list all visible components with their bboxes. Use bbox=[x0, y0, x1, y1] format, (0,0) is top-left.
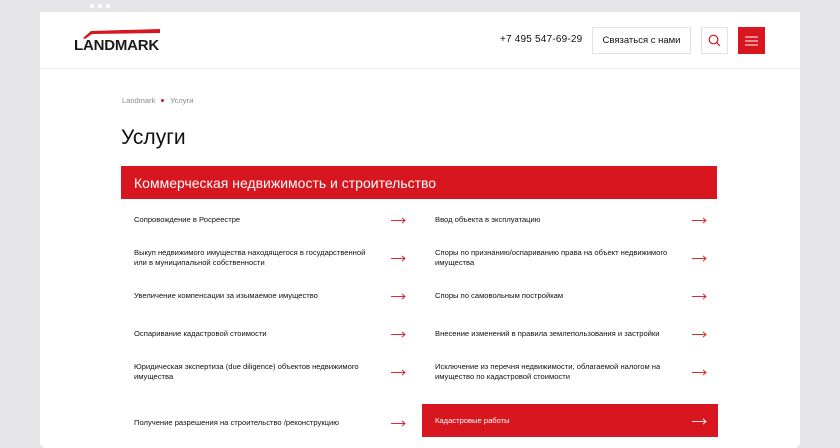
service-label: Кадастровые работы bbox=[435, 415, 510, 425]
page-title: Услуги bbox=[121, 126, 186, 149]
service-item[interactable] bbox=[121, 239, 417, 277]
breadcrumb bbox=[122, 96, 193, 105]
service-item[interactable] bbox=[422, 277, 718, 315]
service-label: Исключение из перечня недвижимости, облагаемой налогом на имущество по кадастровой стоимости bbox=[435, 362, 661, 381]
site-logo[interactable] bbox=[74, 28, 164, 54]
search-icon bbox=[708, 34, 721, 47]
service-item[interactable] bbox=[121, 277, 417, 315]
phone-number[interactable]: +7 495 547-69-29 bbox=[500, 34, 583, 45]
service-label: Увеличение компенсации за изымаемое имущество bbox=[134, 291, 318, 300]
breadcrumb-separator bbox=[161, 99, 164, 102]
browser-bar bbox=[40, 0, 800, 12]
arrow-right-icon bbox=[692, 217, 707, 224]
arrow-right-icon bbox=[391, 369, 406, 376]
service-item[interactable] bbox=[422, 239, 718, 277]
menu-icon bbox=[745, 36, 758, 46]
service-label: Выкуп недвижимого имущества находящегося в государственной или в муниципальной собственности bbox=[134, 248, 366, 267]
arrow-right-icon bbox=[391, 217, 406, 224]
service-label: Внесение изменений в правила землепользования и застройки bbox=[435, 329, 660, 338]
arrow-right-icon bbox=[692, 331, 707, 338]
service-label: Сопровождение в Росреестре bbox=[134, 215, 241, 224]
service-label: Ввод объекта в эксплуатацию bbox=[435, 215, 541, 224]
service-item-active[interactable] bbox=[422, 404, 718, 437]
arrow-right-icon bbox=[391, 293, 406, 300]
window-dots bbox=[90, 4, 110, 8]
service-label: Споры по признанию/оспариванию права на объект недвижимого имущества bbox=[435, 248, 668, 267]
service-item[interactable] bbox=[422, 353, 718, 391]
arrow-right-icon bbox=[391, 331, 406, 338]
arrow-right-icon bbox=[391, 255, 406, 262]
service-label: Юридическая экспертиза (due diligence) объектов недвижимого имущества bbox=[134, 362, 359, 381]
arrow-right-icon bbox=[692, 293, 707, 300]
menu-button[interactable] bbox=[738, 27, 765, 54]
service-item[interactable] bbox=[422, 201, 718, 239]
service-item[interactable] bbox=[121, 315, 417, 353]
service-label: Оспаривание кадастровой стоимости bbox=[134, 329, 267, 338]
arrow-right-icon bbox=[391, 420, 406, 427]
site-header bbox=[40, 12, 800, 69]
logo-text: LANDMARK bbox=[74, 37, 160, 54]
service-label: Споры по самовольным постройкам bbox=[435, 291, 564, 300]
arrow-right-icon bbox=[692, 418, 707, 425]
breadcrumb-home[interactable]: Landmark bbox=[122, 96, 156, 105]
service-item[interactable] bbox=[422, 315, 718, 353]
arrow-right-icon bbox=[692, 369, 707, 376]
contact-button[interactable]: Связаться с нами bbox=[592, 27, 691, 54]
section-header[interactable]: Коммерческая недвижимость и строительство bbox=[121, 166, 717, 199]
service-item[interactable] bbox=[121, 353, 417, 391]
arrow-right-icon bbox=[692, 255, 707, 262]
search-button[interactable] bbox=[701, 27, 728, 54]
service-label: Получение разрешения на строительство /реконструкцию bbox=[134, 418, 339, 427]
breadcrumb-current: Услуги bbox=[170, 96, 194, 105]
service-item[interactable] bbox=[121, 201, 417, 239]
service-item[interactable] bbox=[121, 404, 417, 442]
page-window bbox=[40, 12, 800, 448]
